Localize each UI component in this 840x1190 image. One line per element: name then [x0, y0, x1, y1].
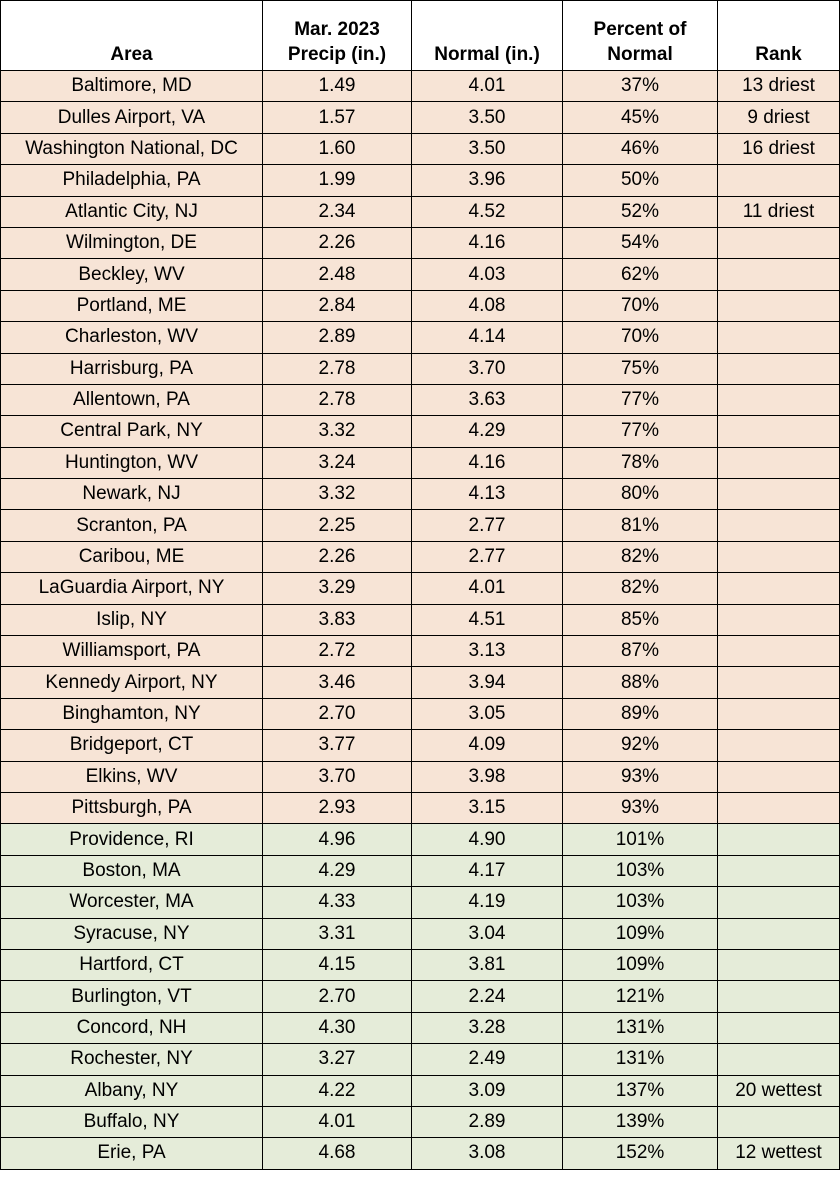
area-cell: Boston, MA — [1, 855, 263, 886]
area-cell: Islip, NY — [1, 604, 263, 635]
table-row — [1, 792, 840, 823]
precip-cell: 1.49 — [263, 71, 412, 102]
rank-cell — [718, 1106, 840, 1137]
percent-cell: 37% — [563, 71, 718, 102]
table-row — [1, 290, 840, 321]
table-body — [1, 71, 840, 1170]
header-area-label: Area — [110, 44, 153, 66]
normal-cell: 3.15 — [412, 792, 563, 823]
precip-cell: 4.01 — [263, 1106, 412, 1137]
area-cell: Erie, PA — [1, 1138, 263, 1169]
normal-cell: 4.14 — [412, 322, 563, 353]
table-row — [1, 541, 840, 572]
percent-cell: 82% — [563, 541, 718, 572]
table-row — [1, 479, 840, 510]
rank-cell — [718, 290, 840, 321]
rank-cell — [718, 510, 840, 541]
percent-cell: 131% — [563, 1012, 718, 1043]
rank-cell: 16 driest — [718, 133, 840, 164]
normal-cell: 4.29 — [412, 416, 563, 447]
table-row — [1, 761, 840, 792]
table-row — [1, 384, 840, 415]
precip-cell: 2.34 — [263, 196, 412, 227]
rank-cell — [718, 1012, 840, 1043]
area-cell: Williamsport, PA — [1, 636, 263, 667]
normal-cell: 2.77 — [412, 541, 563, 572]
table-row — [1, 573, 840, 604]
percent-cell: 92% — [563, 730, 718, 761]
area-cell: LaGuardia Airport, NY — [1, 573, 263, 604]
precip-cell: 3.46 — [263, 667, 412, 698]
precip-cell: 2.84 — [263, 290, 412, 321]
normal-cell: 4.90 — [412, 824, 563, 855]
percent-cell: 109% — [563, 918, 718, 949]
table-row — [1, 1075, 840, 1106]
rank-cell — [718, 1044, 840, 1075]
table-row — [1, 918, 840, 949]
area-cell: Pittsburgh, PA — [1, 792, 263, 823]
percent-cell: 50% — [563, 165, 718, 196]
percent-cell: 77% — [563, 384, 718, 415]
precip-cell: 4.30 — [263, 1012, 412, 1043]
header-percent-line1: Percent of — [593, 18, 687, 40]
precip-cell: 3.70 — [263, 761, 412, 792]
area-cell: Washington National, DC — [1, 133, 263, 164]
header-rank-label: Rank — [755, 44, 802, 66]
normal-cell: 4.19 — [412, 887, 563, 918]
normal-cell: 4.03 — [412, 259, 563, 290]
table-row — [1, 322, 840, 353]
rank-cell — [718, 918, 840, 949]
area-cell: Newark, NJ — [1, 479, 263, 510]
normal-cell: 3.05 — [412, 698, 563, 729]
table-row — [1, 1138, 840, 1169]
normal-cell: 3.70 — [412, 353, 563, 384]
rank-cell — [718, 949, 840, 980]
rank-cell: 13 driest — [718, 71, 840, 102]
area-cell: Buffalo, NY — [1, 1106, 263, 1137]
header-rank — [718, 1, 840, 71]
normal-cell: 3.04 — [412, 918, 563, 949]
normal-cell: 3.50 — [412, 102, 563, 133]
percent-cell: 137% — [563, 1075, 718, 1106]
table-row — [1, 1106, 840, 1137]
area-cell: Kennedy Airport, NY — [1, 667, 263, 698]
rank-cell — [718, 573, 840, 604]
rank-cell: 12 wettest — [718, 1138, 840, 1169]
percent-cell: 139% — [563, 1106, 718, 1137]
header-percent — [563, 1, 718, 71]
normal-cell: 4.17 — [412, 855, 563, 886]
area-cell: Baltimore, MD — [1, 71, 263, 102]
area-cell: Harrisburg, PA — [1, 353, 263, 384]
rank-cell: 20 wettest — [718, 1075, 840, 1106]
percent-cell: 80% — [563, 479, 718, 510]
header-normal-label: Normal (in.) — [434, 44, 540, 66]
precip-cell: 2.72 — [263, 636, 412, 667]
rank-cell — [718, 792, 840, 823]
table-row — [1, 981, 840, 1012]
normal-cell: 4.09 — [412, 730, 563, 761]
table-row — [1, 824, 840, 855]
precip-cell: 3.32 — [263, 479, 412, 510]
rank-cell — [718, 730, 840, 761]
table-row — [1, 730, 840, 761]
area-cell: Albany, NY — [1, 1075, 263, 1106]
area-cell: Atlantic City, NJ — [1, 196, 263, 227]
rank-cell — [718, 165, 840, 196]
rank-cell — [718, 416, 840, 447]
normal-cell: 4.01 — [412, 573, 563, 604]
precip-cell: 1.57 — [263, 102, 412, 133]
rank-cell — [718, 259, 840, 290]
normal-cell: 3.13 — [412, 636, 563, 667]
header-precip — [263, 1, 412, 71]
rank-cell: 9 driest — [718, 102, 840, 133]
area-cell: Charleston, WV — [1, 322, 263, 353]
precip-cell: 2.89 — [263, 322, 412, 353]
rank-cell — [718, 667, 840, 698]
percent-cell: 81% — [563, 510, 718, 541]
percent-cell: 70% — [563, 322, 718, 353]
precip-cell: 2.78 — [263, 384, 412, 415]
percent-cell: 93% — [563, 761, 718, 792]
normal-cell: 2.24 — [412, 981, 563, 1012]
precip-cell: 3.77 — [263, 730, 412, 761]
percent-cell: 93% — [563, 792, 718, 823]
rank-cell — [718, 447, 840, 478]
rank-cell — [718, 636, 840, 667]
area-cell: Hartford, CT — [1, 949, 263, 980]
rank-cell — [718, 887, 840, 918]
rank-cell — [718, 604, 840, 635]
precip-cell: 1.60 — [263, 133, 412, 164]
normal-cell: 3.50 — [412, 133, 563, 164]
percent-cell: 75% — [563, 353, 718, 384]
normal-cell: 3.94 — [412, 667, 563, 698]
rank-cell — [718, 541, 840, 572]
area-cell: Dulles Airport, VA — [1, 102, 263, 133]
header-precip-line1: Mar. 2023 — [294, 18, 380, 40]
precip-cell: 3.83 — [263, 604, 412, 635]
table-row — [1, 510, 840, 541]
percent-cell: 70% — [563, 290, 718, 321]
area-cell: Syracuse, NY — [1, 918, 263, 949]
precip-cell: 4.33 — [263, 887, 412, 918]
precip-cell: 3.31 — [263, 918, 412, 949]
precip-cell: 4.22 — [263, 1075, 412, 1106]
area-cell: Central Park, NY — [1, 416, 263, 447]
area-cell: Huntington, WV — [1, 447, 263, 478]
percent-cell: 88% — [563, 667, 718, 698]
precip-cell: 4.29 — [263, 855, 412, 886]
table-row — [1, 949, 840, 980]
precip-cell: 2.26 — [263, 227, 412, 258]
normal-cell: 4.01 — [412, 71, 563, 102]
table-row — [1, 227, 840, 258]
area-cell: Providence, RI — [1, 824, 263, 855]
header-normal — [412, 1, 563, 71]
normal-cell: 3.09 — [412, 1075, 563, 1106]
table-row — [1, 165, 840, 196]
area-cell: Wilmington, DE — [1, 227, 263, 258]
normal-cell: 3.96 — [412, 165, 563, 196]
normal-cell: 3.98 — [412, 761, 563, 792]
table-row — [1, 196, 840, 227]
table-row — [1, 416, 840, 447]
table-row — [1, 604, 840, 635]
normal-cell: 2.49 — [412, 1044, 563, 1075]
rank-cell — [718, 353, 840, 384]
normal-cell: 4.08 — [412, 290, 563, 321]
precip-cell: 4.96 — [263, 824, 412, 855]
normal-cell: 4.51 — [412, 604, 563, 635]
table-row — [1, 447, 840, 478]
table-row — [1, 887, 840, 918]
header-row — [1, 1, 840, 71]
normal-cell: 4.16 — [412, 227, 563, 258]
rank-cell: 11 driest — [718, 196, 840, 227]
precip-cell: 4.15 — [263, 949, 412, 980]
percent-cell: 77% — [563, 416, 718, 447]
table-row — [1, 636, 840, 667]
percent-cell: 103% — [563, 855, 718, 886]
table-row — [1, 1044, 840, 1075]
rank-cell — [718, 479, 840, 510]
normal-cell: 4.52 — [412, 196, 563, 227]
percent-cell: 52% — [563, 196, 718, 227]
table-row — [1, 353, 840, 384]
area-cell: Portland, ME — [1, 290, 263, 321]
precip-cell: 2.93 — [263, 792, 412, 823]
percent-cell: 45% — [563, 102, 718, 133]
header-area — [1, 1, 263, 71]
area-cell: Burlington, VT — [1, 981, 263, 1012]
precip-cell: 2.70 — [263, 698, 412, 729]
table-row — [1, 1012, 840, 1043]
percent-cell: 62% — [563, 259, 718, 290]
normal-cell: 4.16 — [412, 447, 563, 478]
precip-cell: 3.24 — [263, 447, 412, 478]
area-cell: Philadelphia, PA — [1, 165, 263, 196]
precip-cell: 1.99 — [263, 165, 412, 196]
area-cell: Concord, NH — [1, 1012, 263, 1043]
header-percent-line2: Normal — [607, 44, 673, 66]
table-row — [1, 133, 840, 164]
area-cell: Bridgeport, CT — [1, 730, 263, 761]
rank-cell — [718, 855, 840, 886]
percent-cell: 103% — [563, 887, 718, 918]
rank-cell — [718, 824, 840, 855]
percent-cell: 46% — [563, 133, 718, 164]
percent-cell: 78% — [563, 447, 718, 478]
rank-cell — [718, 761, 840, 792]
area-cell: Caribou, ME — [1, 541, 263, 572]
percent-cell: 101% — [563, 824, 718, 855]
area-cell: Worcester, MA — [1, 887, 263, 918]
normal-cell: 2.77 — [412, 510, 563, 541]
precip-cell: 2.78 — [263, 353, 412, 384]
percent-cell: 109% — [563, 949, 718, 980]
normal-cell: 4.13 — [412, 479, 563, 510]
normal-cell: 2.89 — [412, 1106, 563, 1137]
area-cell: Allentown, PA — [1, 384, 263, 415]
table-row — [1, 667, 840, 698]
header-precip-line2: Precip (in.) — [287, 44, 387, 66]
rank-cell — [718, 322, 840, 353]
precip-cell: 2.48 — [263, 259, 412, 290]
area-cell: Beckley, WV — [1, 259, 263, 290]
rank-cell — [718, 384, 840, 415]
normal-cell: 3.63 — [412, 384, 563, 415]
area-cell: Binghamton, NY — [1, 698, 263, 729]
rank-cell — [718, 981, 840, 1012]
percent-cell: 131% — [563, 1044, 718, 1075]
precip-cell: 3.27 — [263, 1044, 412, 1075]
table-row — [1, 855, 840, 886]
percent-cell: 54% — [563, 227, 718, 258]
rank-cell — [718, 698, 840, 729]
precip-cell: 2.70 — [263, 981, 412, 1012]
area-cell: Rochester, NY — [1, 1044, 263, 1075]
percent-cell: 85% — [563, 604, 718, 635]
percent-cell: 87% — [563, 636, 718, 667]
percent-cell: 121% — [563, 981, 718, 1012]
area-cell: Elkins, WV — [1, 761, 263, 792]
normal-cell: 3.08 — [412, 1138, 563, 1169]
percent-cell: 152% — [563, 1138, 718, 1169]
precip-cell: 2.25 — [263, 510, 412, 541]
normal-cell: 3.81 — [412, 949, 563, 980]
table-row — [1, 259, 840, 290]
precip-cell: 4.68 — [263, 1138, 412, 1169]
table-row — [1, 102, 840, 133]
precip-cell: 3.29 — [263, 573, 412, 604]
percent-cell: 82% — [563, 573, 718, 604]
precip-cell: 2.26 — [263, 541, 412, 572]
table-row — [1, 698, 840, 729]
percent-cell: 89% — [563, 698, 718, 729]
normal-cell: 3.28 — [412, 1012, 563, 1043]
table-row — [1, 71, 840, 102]
rank-cell — [718, 227, 840, 258]
area-cell: Scranton, PA — [1, 510, 263, 541]
precip-cell: 3.32 — [263, 416, 412, 447]
